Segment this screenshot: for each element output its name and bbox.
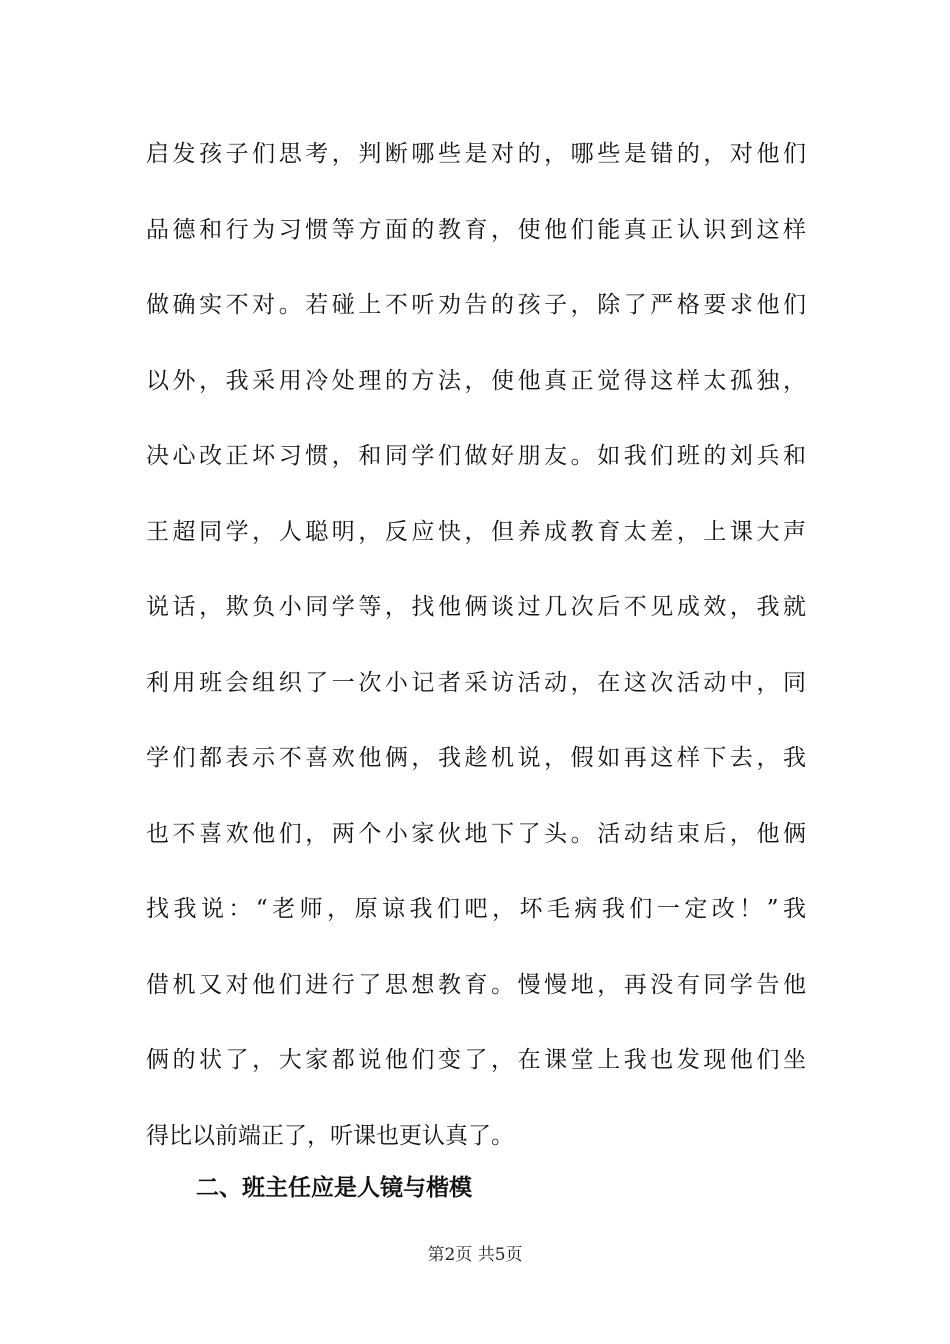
paragraph-line: 也不喜欢他们，两个小家伙地下了头。活动结束后，他俩 <box>146 820 806 847</box>
section-heading: 二、班主任应是人镜与楷模 <box>196 1175 472 1201</box>
paragraph-line: 品德和行为习惯等方面的教育，使他们能真正认识到这样 <box>146 216 806 243</box>
paragraph-line: 决心改正坏习惯，和同学们做好朋友。如我们班的刘兵和 <box>146 443 806 469</box>
paragraph-line: 找我说：“老师，原谅我们吧，坏毛病我们一定改！”我 <box>146 896 806 922</box>
paragraph-line: 以外，我采用冷处理的方法，使他真正觉得这样太孤独， <box>146 367 806 394</box>
body-paragraph <box>146 130 806 1187</box>
paragraph-line: 学们都表示不喜欢他俩，我趁机说，假如再这样下去，我 <box>146 745 806 771</box>
paragraph-line: 做确实不对。若碰上不听劝告的孩子，除了严格要求他们 <box>146 292 806 318</box>
paragraph-line: 启发孩子们思考，判断哪些是对的，哪些是错的，对他们 <box>146 141 806 167</box>
paragraph-line: 得比以前端正了，听课也更认真了。 <box>146 1122 514 1149</box>
page-footer: 第2页 共5页 <box>427 1245 523 1265</box>
paragraph-line: 说话，欺负小同学等，找他俩谈过几次后不见成效，我就 <box>146 594 806 620</box>
paragraph-line: 俩的状了，大家都说他们变了，在课堂上我也发现他们坐 <box>146 1047 806 1073</box>
paragraph-line: 借机又对他们进行了思想教育。慢慢地，再没有同学告他 <box>146 971 806 998</box>
paragraph-line: 王超同学，人聪明，反应快，但养成教育太差，上课大声 <box>146 518 806 545</box>
paragraph-line: 利用班会组织了一次小记者采访活动，在这次活动中，同 <box>146 669 806 696</box>
